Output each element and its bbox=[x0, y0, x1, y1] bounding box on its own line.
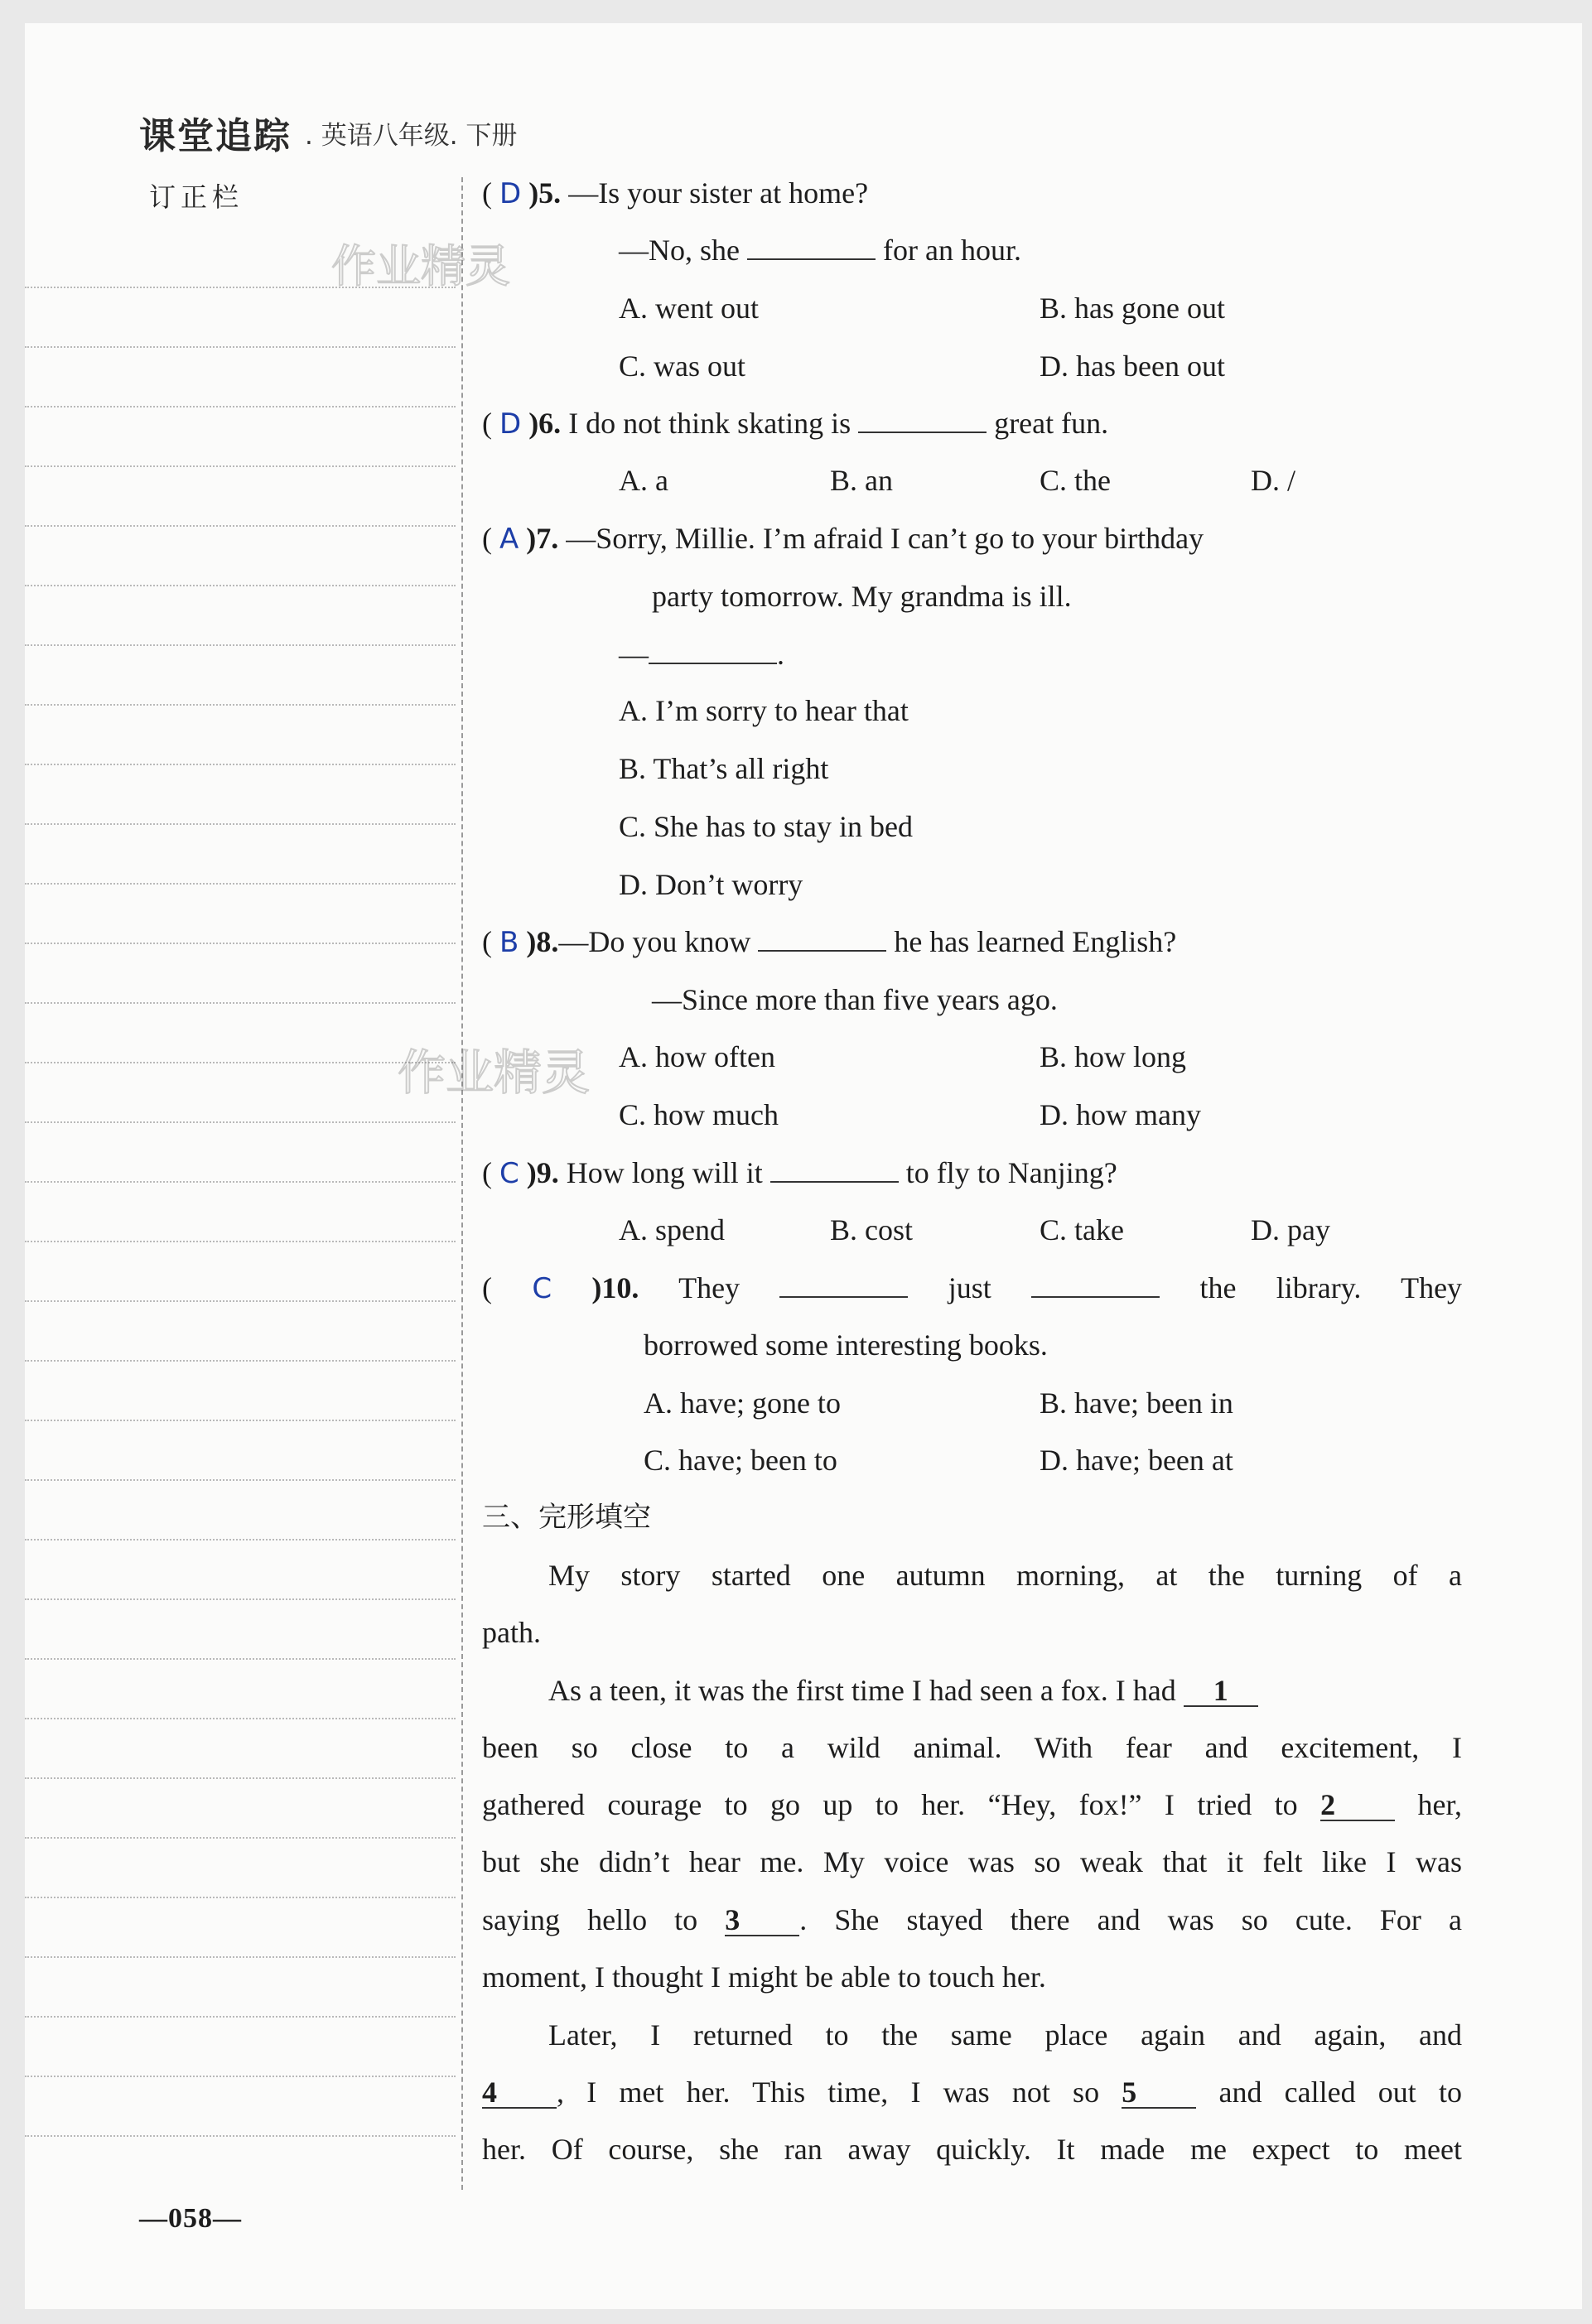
option-c: C. take bbox=[1040, 1213, 1124, 1246]
option-b: B. how long bbox=[1040, 1040, 1187, 1073]
option-b: B. have; been in bbox=[1040, 1386, 1233, 1420]
answer-blank bbox=[649, 638, 777, 664]
question-number: )6. bbox=[528, 407, 562, 440]
question-stem: ( D )6. I do not think skating is great fun. bbox=[482, 407, 1109, 441]
stem-text: . bbox=[777, 638, 784, 671]
ruled-line bbox=[25, 883, 456, 885]
question-stem bbox=[619, 232, 1021, 268]
passage-text: and called out to bbox=[1218, 2076, 1463, 2109]
ruled-line bbox=[25, 346, 456, 348]
option-b: B. has gone out bbox=[1040, 292, 1225, 325]
passage-text: saying hello to bbox=[482, 1903, 698, 1936]
ruled-line bbox=[25, 1300, 456, 1302]
cloze-blank-2: 2 bbox=[1320, 1790, 1395, 1821]
correction-column-label: 订正栏 bbox=[149, 181, 244, 213]
ruled-line bbox=[25, 465, 456, 467]
ruled-line bbox=[25, 1956, 456, 1958]
option-a: A. I’m sorry to hear that bbox=[619, 694, 909, 727]
question-stem: ( A )7. —Sorry, Millie. I’m afraid I can’t go to your birthday bbox=[482, 522, 1204, 556]
question-number: )10. bbox=[591, 1271, 639, 1304]
ruled-line bbox=[25, 1420, 456, 1421]
ruled-line bbox=[25, 1598, 456, 1600]
answer-blank bbox=[770, 1156, 899, 1183]
answer-mark: A bbox=[499, 523, 519, 556]
answer-blank bbox=[1031, 1271, 1160, 1298]
option-b: B. an bbox=[830, 464, 893, 497]
cloze-blank-3: 3 bbox=[725, 1905, 799, 1936]
passage-line bbox=[482, 1786, 1462, 1823]
stem-text: great fun. bbox=[994, 407, 1109, 440]
stem-text: —Is your sister at home? bbox=[568, 176, 869, 210]
ruled-line bbox=[25, 1539, 456, 1540]
passage-line: My story started one autumn morning, at the turning of a bbox=[548, 1559, 1462, 1592]
ruled-line bbox=[25, 1897, 456, 1898]
passage-text: As a teen, it was the first time I had seen a fox. I had bbox=[548, 1674, 1176, 1707]
passage-text: her, bbox=[1417, 1788, 1463, 1821]
ruled-line bbox=[25, 2016, 456, 2018]
cloze-blank-1: 1 bbox=[1184, 1675, 1258, 1707]
option-a: A. spend bbox=[619, 1213, 725, 1246]
ruled-line bbox=[25, 2135, 456, 2137]
question-number: )8. bbox=[526, 925, 559, 958]
ruled-line bbox=[25, 1658, 456, 1660]
answer-mark: C bbox=[532, 1272, 552, 1305]
ruled-line bbox=[25, 644, 456, 646]
page-number: —058— bbox=[139, 2203, 242, 2234]
passage-text: gathered courage to go up to her. “Hey, fox!” I tried to bbox=[482, 1788, 1298, 1821]
ruled-line bbox=[25, 1837, 456, 1839]
ruled-line bbox=[25, 1241, 456, 1242]
option-d: D. has been out bbox=[1040, 350, 1225, 383]
stem-text: How long will it bbox=[566, 1156, 763, 1189]
ruled-line bbox=[25, 1360, 456, 1362]
ruled-line bbox=[25, 704, 456, 706]
answer-mark: C bbox=[499, 1157, 519, 1190]
option-d: D. Don’t worry bbox=[619, 868, 803, 901]
cloze-blank-5: 5 bbox=[1122, 2077, 1196, 2109]
option-d: D. / bbox=[1251, 464, 1295, 497]
answer-blank bbox=[758, 925, 886, 952]
option-a: A. went out bbox=[619, 292, 759, 325]
ruled-line bbox=[25, 764, 456, 765]
watermark-text: 作业精灵 bbox=[398, 1044, 591, 1101]
option-d: D. have; been at bbox=[1040, 1444, 1233, 1477]
watermark-text: 作业精灵 bbox=[331, 240, 510, 292]
stem-text: —Sorry, Millie. I’m afraid I can’t go to your birthday bbox=[566, 522, 1204, 555]
stem-text: he has learned English? bbox=[894, 925, 1177, 958]
stem-text: I do not think skating is bbox=[568, 407, 851, 440]
passage-line: her. Of course, she ran away quickly. It made me expect to meet bbox=[482, 2133, 1462, 2166]
passage-line bbox=[482, 1902, 1462, 1938]
ruled-line bbox=[25, 1181, 456, 1183]
ruled-line bbox=[25, 585, 456, 586]
stem-text: to fly to Nanjing? bbox=[905, 1156, 1117, 1189]
passage-text: , I met her. This time, I was not so bbox=[557, 2076, 1100, 2109]
question-number: )7. bbox=[526, 522, 559, 555]
stem-text: — bbox=[619, 638, 649, 671]
passage-line: Later, I returned to the same place again and again, and bbox=[548, 2018, 1462, 2052]
ruled-line bbox=[25, 1002, 456, 1004]
question-stem: ( C )9. How long will it to fly to Nanjing? bbox=[482, 1156, 1117, 1190]
passage-line bbox=[548, 1672, 1462, 1709]
stem-text: borrowed some interesting books. bbox=[644, 1328, 1048, 1362]
ruled-line bbox=[25, 823, 456, 825]
option-c: C. have; been to bbox=[644, 1444, 837, 1477]
answer-blank bbox=[747, 234, 876, 260]
header-subtitle: . 英语八年级. 下册 bbox=[305, 121, 518, 151]
option-a: A. have; gone to bbox=[644, 1386, 841, 1420]
stem-text: the library. They bbox=[1199, 1271, 1463, 1304]
stem-text: —No, she bbox=[619, 234, 740, 267]
workbook-page bbox=[25, 23, 1582, 2309]
header-brand: 课堂追踪 bbox=[139, 115, 292, 157]
question-number: )9. bbox=[526, 1156, 559, 1189]
ruled-line bbox=[25, 1718, 456, 1719]
ruled-line bbox=[25, 943, 456, 944]
ruled-line bbox=[25, 525, 456, 527]
option-b: B. cost bbox=[830, 1213, 914, 1246]
stem-text: for an hour. bbox=[883, 234, 1021, 267]
section-title: 三、完形填空 bbox=[482, 1501, 651, 1534]
question-number: )5. bbox=[528, 176, 562, 210]
ruled-line bbox=[25, 2076, 456, 2077]
option-b: B. That’s all right bbox=[619, 752, 829, 785]
passage-line: path. bbox=[482, 1616, 541, 1649]
option-c: C. was out bbox=[619, 350, 745, 383]
option-c: C. She has to stay in bed bbox=[619, 810, 913, 843]
question-stem: ( D )5. —Is your sister at home? bbox=[482, 176, 869, 210]
stem-text: —Since more than five years ago. bbox=[652, 983, 1058, 1016]
question-stem: ( B )8.—Do you know he has learned English? bbox=[482, 925, 1177, 959]
option-c: C. how much bbox=[619, 1098, 779, 1131]
ruled-line bbox=[25, 1121, 456, 1123]
stem-text: just bbox=[948, 1271, 991, 1304]
watermark-logo bbox=[323, 230, 588, 305]
ruled-line bbox=[25, 406, 456, 407]
passage-line: been so close to a wild animal. With fear and excitement, I bbox=[482, 1731, 1462, 1764]
option-a: A. how often bbox=[619, 1040, 775, 1073]
answer-mark: B bbox=[499, 926, 519, 959]
stem-text: They bbox=[678, 1271, 741, 1304]
answer-mark: D bbox=[499, 177, 522, 210]
passage-line bbox=[482, 2074, 1462, 2110]
passage-line: but she didn’t hear me. My voice was so weak that it felt like I was bbox=[482, 1845, 1462, 1878]
ruled-line bbox=[25, 1479, 456, 1481]
answer-blank bbox=[779, 1271, 908, 1298]
stem-text: party tomorrow. My grandma is ill. bbox=[652, 580, 1072, 613]
ruled-line bbox=[25, 1777, 456, 1779]
option-d: D. how many bbox=[1040, 1098, 1201, 1131]
answer-mark: D bbox=[499, 407, 522, 441]
option-d: D. pay bbox=[1251, 1213, 1330, 1246]
answer-blank bbox=[858, 407, 987, 433]
question-stem: ( C )10. They just the library. They bbox=[482, 1271, 1463, 1305]
option-c: C. the bbox=[1040, 464, 1111, 497]
question-stem bbox=[619, 636, 784, 673]
passage-line: moment, I thought I might be able to touch her. bbox=[482, 1960, 1046, 1994]
passage-text: . She stayed there and was so cute. For a bbox=[799, 1903, 1462, 1936]
stem-text: —Do you know bbox=[558, 925, 751, 958]
column-divider bbox=[461, 177, 463, 2190]
option-a: A. a bbox=[619, 464, 668, 497]
cloze-blank-4: 4 bbox=[482, 2077, 557, 2109]
